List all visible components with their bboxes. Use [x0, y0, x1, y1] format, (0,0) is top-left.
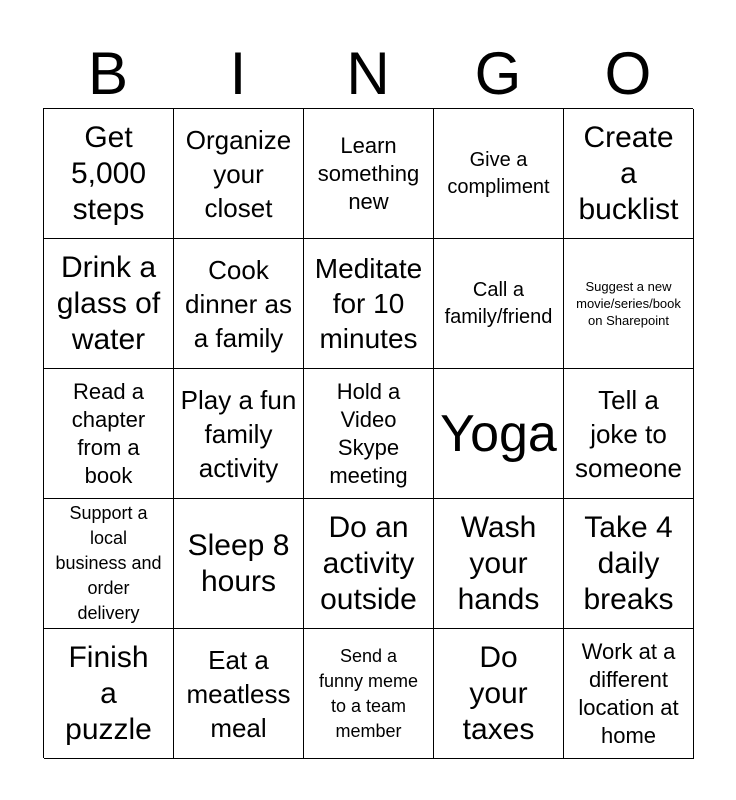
bingo-cell[interactable] — [174, 239, 304, 369]
bingo-header — [43, 42, 693, 106]
cell-text: Yoga — [440, 404, 557, 463]
cell-text: Sleep 8 hours — [187, 528, 290, 598]
bingo-cell[interactable] — [44, 629, 174, 759]
cell-text: Do your taxes — [462, 640, 535, 746]
cell-text: Cook dinner as a family — [185, 254, 292, 353]
bingo-cell[interactable] — [434, 629, 564, 759]
cell-text: Get 5,000 steps — [70, 120, 147, 226]
bingo-cell[interactable] — [304, 499, 434, 629]
cell-text: Read a chapter from a book — [71, 378, 146, 488]
bingo-cell[interactable] — [304, 369, 434, 499]
cell-text: Give a compliment — [447, 148, 550, 198]
cell-text: Work at a different location at home — [578, 638, 679, 748]
bingo-cell[interactable] — [44, 499, 174, 629]
bingo-cell[interactable] — [564, 499, 694, 629]
bingo-cell[interactable] — [44, 109, 174, 239]
cell-text: Meditate for 10 minutes — [314, 253, 423, 354]
cell-text: Tell a joke to someone — [575, 384, 682, 483]
bingo-cell[interactable] — [564, 369, 694, 499]
bingo-cell[interactable] — [174, 109, 304, 239]
cell-text: Do an activity outside — [320, 510, 417, 616]
cell-text: Take 4 daily breaks — [583, 510, 674, 616]
bingo-cell[interactable] — [434, 239, 564, 369]
cell-text: Organize your closet — [185, 124, 292, 223]
bingo-cell[interactable] — [564, 109, 694, 239]
bingo-cell[interactable] — [564, 239, 694, 369]
cell-text: Play a fun family activity — [180, 384, 297, 483]
bingo-cell[interactable] — [44, 369, 174, 499]
bingo-cell[interactable] — [174, 369, 304, 499]
header-letter-g: G — [474, 40, 522, 107]
header-letter-n: N — [346, 40, 390, 107]
cell-text: Finish a puzzle — [65, 640, 152, 746]
bingo-cell[interactable] — [434, 499, 564, 629]
cell-text: Suggest a new movie/series/book on Sharepoint — [576, 279, 681, 328]
header-letter-i: I — [229, 40, 247, 107]
cell-text: Hold a Video Skype meeting — [329, 378, 408, 488]
bingo-cell[interactable] — [304, 109, 434, 239]
cell-text: Send a funny meme to a team member — [318, 645, 419, 741]
bingo-cell[interactable] — [174, 629, 304, 759]
header-letter-o: O — [604, 40, 652, 107]
header-letter-b: B — [87, 40, 129, 107]
bingo-grid — [43, 108, 693, 758]
bingo-cell[interactable] — [44, 239, 174, 369]
bingo-cell[interactable] — [564, 629, 694, 759]
cell-text: Learn something new — [317, 132, 420, 214]
bingo-cell[interactable] — [304, 239, 434, 369]
bingo-cell[interactable] — [174, 499, 304, 629]
cell-text: Create a bucklist — [578, 120, 679, 226]
bingo-cell[interactable] — [434, 109, 564, 239]
cell-text: Eat a meatless meal — [186, 644, 291, 743]
cell-text: Wash your hands — [457, 510, 540, 616]
bingo-cell[interactable] — [304, 629, 434, 759]
cell-text: Support a local business and order delivery — [55, 503, 162, 623]
cell-text: Drink a glass of water — [56, 250, 161, 356]
bingo-cell[interactable] — [434, 369, 564, 499]
cell-text: Call a family/friend — [444, 278, 553, 328]
